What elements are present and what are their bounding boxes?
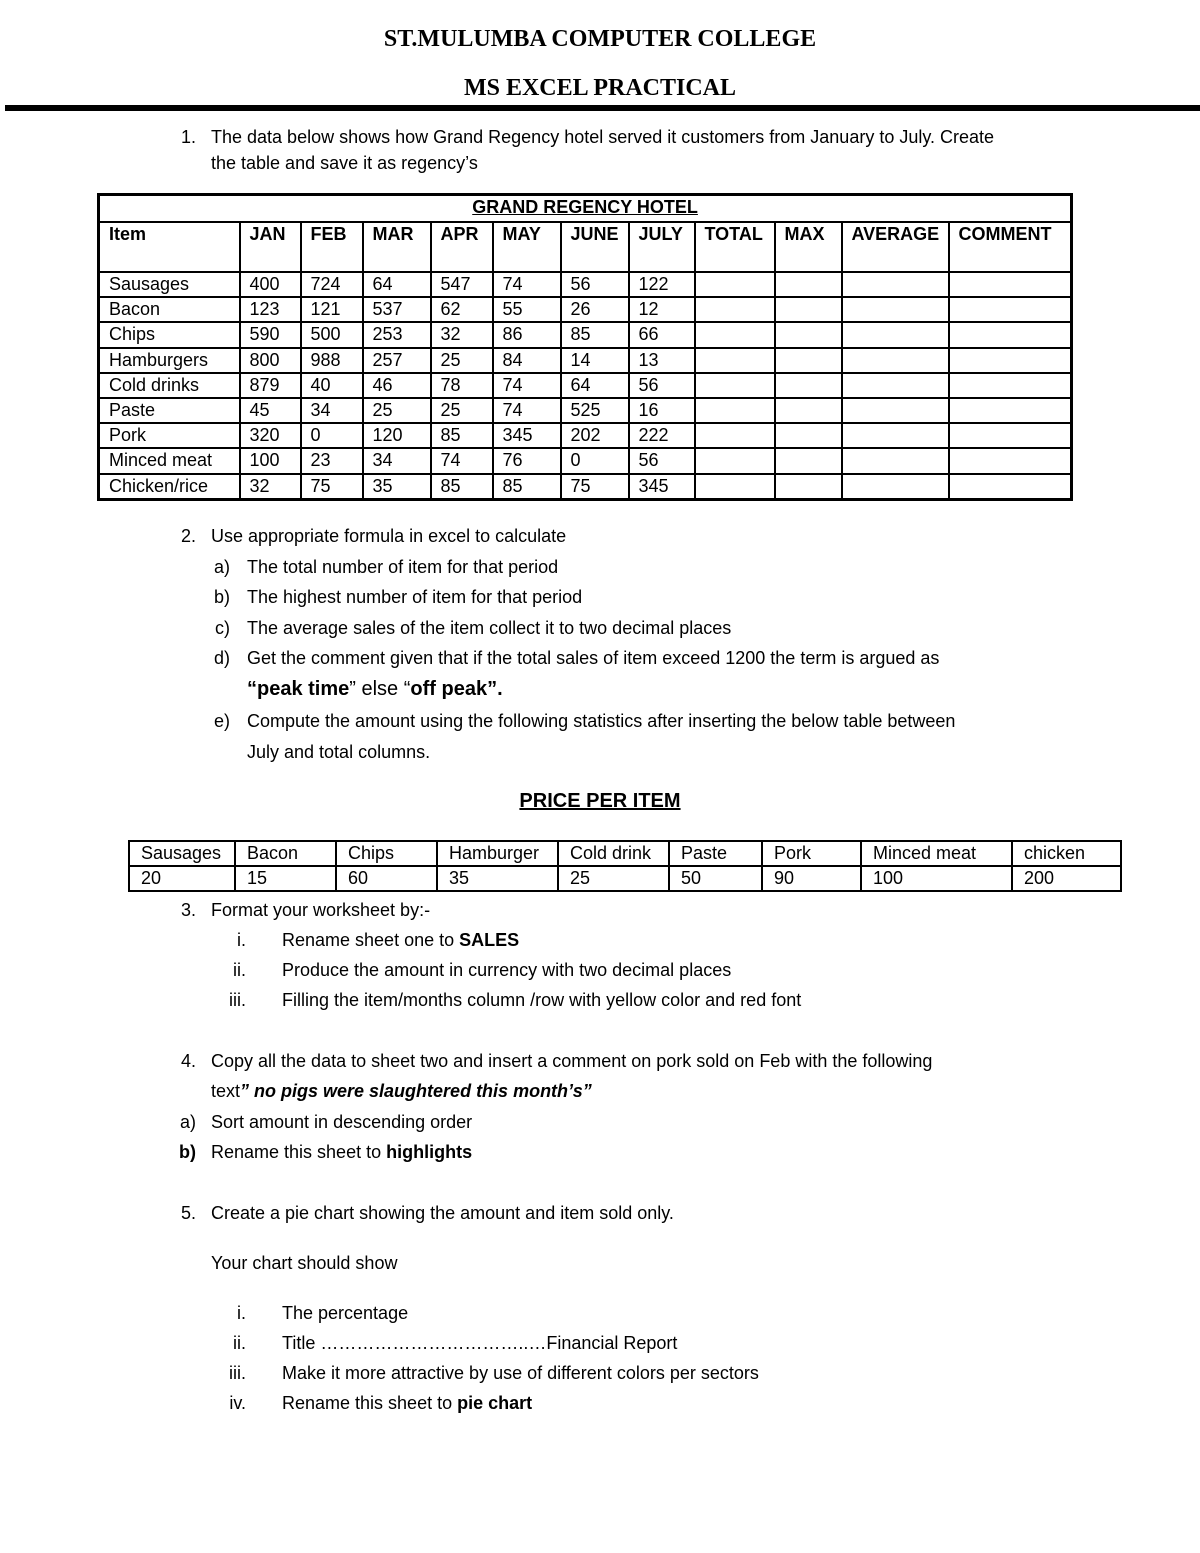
month-value-cell: 12: [629, 297, 695, 322]
q5iv-text: [282, 1390, 532, 1416]
header-apr: APR: [431, 222, 493, 272]
price-item: Bacon: [235, 841, 336, 866]
header-july: JULY: [629, 222, 695, 272]
q2e-label: e): [213, 711, 230, 731]
empty-calc-cell: [842, 322, 949, 347]
item-name-cell: Bacon: [99, 297, 240, 322]
q2c-text: The average sales of the item collect it to two decimal places: [247, 618, 732, 638]
table-row: [99, 348, 1072, 373]
header-comment: COMMENT: [949, 222, 1072, 272]
q2d-off-peak: off peak: [410, 678, 488, 700]
table-row: [99, 297, 1072, 322]
empty-calc-cell: [695, 398, 775, 423]
price-value: 25: [558, 866, 669, 891]
q4-comment-text: ” no pigs were slaughtered this month’s”: [240, 1081, 592, 1101]
month-value-cell: 13: [629, 348, 695, 373]
q5i-text: The percentage: [282, 1303, 409, 1323]
price-table-title: PRICE PER ITEM: [519, 790, 681, 812]
month-value-cell: 525: [561, 398, 629, 423]
month-value-cell: 74: [493, 272, 561, 297]
price-value: 60: [336, 866, 437, 891]
hotel-table-header-row: [99, 222, 1072, 272]
price-value: 200: [1012, 866, 1121, 891]
q2-text: Use appropriate formula in excel to calculate: [211, 526, 567, 546]
table-row: [99, 423, 1072, 448]
header-total: TOTAL: [695, 222, 775, 272]
table-row: [99, 322, 1072, 347]
q2d-label: d): [213, 648, 230, 668]
month-value-cell: 122: [629, 272, 695, 297]
empty-calc-cell: [842, 297, 949, 322]
q4-text-line2: [211, 1078, 592, 1104]
month-value-cell: 74: [493, 398, 561, 423]
price-item: Hamburger: [437, 841, 558, 866]
month-value-cell: 76: [493, 448, 561, 473]
price-values-row: [129, 866, 1121, 891]
q5iv-text-pre: Rename this sheet to: [282, 1393, 458, 1413]
q2e-text: Compute the amount using the following statistics after inserting the below table between: [247, 711, 956, 731]
empty-calc-cell: [695, 297, 775, 322]
empty-calc-cell: [842, 348, 949, 373]
month-value-cell: 78: [431, 373, 493, 398]
q1-text-line1: The data below shows how Grand Regency hotel served it customers from January to July. Create: [211, 127, 995, 147]
price-value: 20: [129, 866, 235, 891]
table-row: [99, 448, 1072, 473]
q3-text: Format your worksheet by:-: [211, 900, 431, 920]
q3i-sheet-name: SALES: [459, 930, 520, 950]
q2-number: 2.: [180, 526, 196, 546]
month-value-cell: 55: [493, 297, 561, 322]
month-value-cell: 62: [431, 297, 493, 322]
item-name-cell: Hamburgers: [99, 348, 240, 373]
q2d-else: ” else “: [349, 678, 411, 700]
item-name-cell: Pork: [99, 423, 240, 448]
q2d-text: Get the comment given that if the total sales of item exceed 1200 the term is argued as: [247, 648, 940, 668]
month-value-cell: 56: [629, 448, 695, 473]
month-value-cell: 85: [493, 474, 561, 500]
price-value: 35: [437, 866, 558, 891]
price-item: Chips: [336, 841, 437, 866]
month-value-cell: 121: [301, 297, 363, 322]
q2a-label: a): [213, 557, 230, 577]
month-value-cell: 75: [561, 474, 629, 500]
empty-calc-cell: [695, 348, 775, 373]
empty-calc-cell: [695, 373, 775, 398]
month-value-cell: 26: [561, 297, 629, 322]
empty-calc-cell: [695, 423, 775, 448]
q3i-label: i.: [237, 930, 246, 950]
month-value-cell: 85: [561, 322, 629, 347]
empty-calc-cell: [949, 322, 1072, 347]
month-value-cell: 100: [240, 448, 301, 473]
month-value-cell: 64: [561, 373, 629, 398]
empty-calc-cell: [842, 272, 949, 297]
q3i-text-pre: Rename sheet one to: [282, 930, 460, 950]
month-value-cell: 345: [493, 423, 561, 448]
month-value-cell: 0: [301, 423, 363, 448]
empty-calc-cell: [775, 348, 842, 373]
month-value-cell: 988: [301, 348, 363, 373]
month-value-cell: 14: [561, 348, 629, 373]
empty-calc-cell: [842, 423, 949, 448]
q5ii-label: ii.: [233, 1333, 246, 1353]
month-value-cell: 56: [561, 272, 629, 297]
q2d-text-line2: [247, 676, 503, 702]
month-value-cell: 34: [301, 398, 363, 423]
price-table: [128, 840, 1122, 892]
empty-calc-cell: [949, 373, 1072, 398]
month-value-cell: 879: [240, 373, 301, 398]
table-row: [99, 272, 1072, 297]
empty-calc-cell: [949, 297, 1072, 322]
table-row: [99, 373, 1072, 398]
q4b-label: b): [179, 1142, 196, 1162]
month-value-cell: 56: [629, 373, 695, 398]
month-value-cell: 537: [363, 297, 431, 322]
q5-number: 5.: [180, 1203, 196, 1223]
empty-calc-cell: [949, 423, 1072, 448]
q2d-open-quote: “: [247, 678, 257, 700]
q2e-text-line2: July and total columns.: [247, 742, 431, 762]
month-value-cell: 32: [240, 474, 301, 500]
empty-calc-cell: [775, 297, 842, 322]
month-value-cell: 25: [363, 398, 431, 423]
header-may: MAY: [493, 222, 561, 272]
month-value-cell: 86: [493, 322, 561, 347]
month-value-cell: 34: [363, 448, 431, 473]
month-value-cell: 400: [240, 272, 301, 297]
q2b-label: b): [213, 587, 230, 607]
empty-calc-cell: [949, 448, 1072, 473]
q4b-text: [211, 1139, 472, 1165]
empty-calc-cell: [949, 348, 1072, 373]
month-value-cell: 74: [431, 448, 493, 473]
month-value-cell: 253: [363, 322, 431, 347]
price-value: 15: [235, 866, 336, 891]
month-value-cell: 724: [301, 272, 363, 297]
month-value-cell: 85: [431, 474, 493, 500]
college-title: ST.MULUMBA COMPUTER COLLEGE: [383, 26, 817, 52]
q2c-label: c): [215, 618, 230, 638]
empty-calc-cell: [775, 398, 842, 423]
month-value-cell: 45: [240, 398, 301, 423]
month-value-cell: 800: [240, 348, 301, 373]
empty-calc-cell: [775, 373, 842, 398]
price-item: Sausages: [129, 841, 235, 866]
empty-calc-cell: [695, 448, 775, 473]
month-value-cell: 16: [629, 398, 695, 423]
month-value-cell: 257: [363, 348, 431, 373]
hotel-table: [97, 193, 1073, 501]
empty-calc-cell: [842, 448, 949, 473]
q2b-text: The highest number of item for that period: [247, 587, 583, 607]
hotel-table-caption: GRAND REGENCY HOTEL: [99, 195, 1072, 223]
month-value-cell: 0: [561, 448, 629, 473]
q3iii-label: iii.: [229, 990, 246, 1010]
price-value: 100: [861, 866, 1012, 891]
month-value-cell: 120: [363, 423, 431, 448]
month-value-cell: 590: [240, 322, 301, 347]
month-value-cell: 23: [301, 448, 363, 473]
month-value-cell: 25: [431, 348, 493, 373]
empty-calc-cell: [842, 474, 949, 500]
q3-number: 3.: [180, 900, 196, 920]
q5i-label: i.: [237, 1303, 246, 1323]
month-value-cell: 500: [301, 322, 363, 347]
header-max: MAX: [775, 222, 842, 272]
month-value-cell: 123: [240, 297, 301, 322]
q5iv-sheet-name: pie chart: [457, 1393, 533, 1413]
practical-title: MS EXCEL PRACTICAL: [463, 75, 737, 101]
empty-calc-cell: [695, 474, 775, 500]
header-june: JUNE: [561, 222, 629, 272]
month-value-cell: 46: [363, 373, 431, 398]
month-value-cell: 85: [431, 423, 493, 448]
price-item: Minced meat: [861, 841, 1012, 866]
q3ii-label: ii.: [233, 960, 246, 980]
q3ii-text: Produce the amount in currency with two decimal places: [282, 960, 732, 980]
item-name-cell: Chicken/rice: [99, 474, 240, 500]
empty-calc-cell: [695, 272, 775, 297]
month-value-cell: 547: [431, 272, 493, 297]
q3iii-text: Filling the item/months column /row with yellow color and red font: [282, 990, 802, 1010]
month-value-cell: 75: [301, 474, 363, 500]
q3i-text: [282, 927, 519, 953]
month-value-cell: 74: [493, 373, 561, 398]
q5iv-label: iv.: [229, 1393, 246, 1413]
price-value: 50: [669, 866, 762, 891]
q4b-text-pre: Rename this sheet to: [211, 1142, 387, 1162]
month-value-cell: 25: [431, 398, 493, 423]
empty-calc-cell: [775, 322, 842, 347]
q5iii-label: iii.: [229, 1363, 246, 1383]
q1-text-line2: the table and save it as regency’s: [211, 153, 478, 173]
item-name-cell: Minced meat: [99, 448, 240, 473]
item-name-cell: Paste: [99, 398, 240, 423]
month-value-cell: 35: [363, 474, 431, 500]
header-item: Item: [99, 222, 240, 272]
month-value-cell: 320: [240, 423, 301, 448]
empty-calc-cell: [842, 373, 949, 398]
price-item: Cold drink: [558, 841, 669, 866]
header-divider: [5, 105, 1200, 111]
empty-calc-cell: [775, 423, 842, 448]
q5-intro: Your chart should show: [211, 1253, 398, 1273]
empty-calc-cell: [695, 322, 775, 347]
q4a-text: Sort amount in descending order: [211, 1112, 473, 1132]
price-value: 90: [762, 866, 861, 891]
q4b-sheet-name: highlights: [386, 1142, 473, 1162]
price-item: chicken: [1012, 841, 1121, 866]
price-item: Paste: [669, 841, 762, 866]
q5-text: Create a pie chart showing the amount and item sold only.: [211, 1203, 674, 1223]
month-value-cell: 64: [363, 272, 431, 297]
month-value-cell: 32: [431, 322, 493, 347]
month-value-cell: 202: [561, 423, 629, 448]
empty-calc-cell: [775, 448, 842, 473]
empty-calc-cell: [842, 398, 949, 423]
q4-number: 4.: [180, 1051, 196, 1071]
empty-calc-cell: [949, 474, 1072, 500]
empty-calc-cell: [775, 474, 842, 500]
header-mar: MAR: [363, 222, 431, 272]
month-value-cell: 66: [629, 322, 695, 347]
month-value-cell: 40: [301, 373, 363, 398]
q1-number: 1.: [180, 127, 196, 147]
price-item: Pork: [762, 841, 861, 866]
header-feb: FEB: [301, 222, 363, 272]
table-row: [99, 398, 1072, 423]
month-value-cell: 84: [493, 348, 561, 373]
q2d-close-quote: ”.: [487, 678, 503, 700]
table-row: [99, 474, 1072, 500]
q5iii-text: Make it more attractive by use of different colors per sectors: [282, 1363, 759, 1383]
header-average: AVERAGE: [842, 222, 949, 272]
header-jan: JAN: [240, 222, 301, 272]
empty-calc-cell: [775, 272, 842, 297]
month-value-cell: 222: [629, 423, 695, 448]
empty-calc-cell: [949, 398, 1072, 423]
q5ii-text: Title ……………………………..…Financial Report: [282, 1333, 678, 1353]
q2a-text: The total number of item for that period: [247, 557, 559, 577]
q2d-peak-time: peak time: [257, 678, 350, 700]
price-items-row: [129, 841, 1121, 866]
item-name-cell: Chips: [99, 322, 240, 347]
item-name-cell: Cold drinks: [99, 373, 240, 398]
item-name-cell: Sausages: [99, 272, 240, 297]
q4-text-pre: text: [211, 1081, 241, 1101]
month-value-cell: 345: [629, 474, 695, 500]
q4a-label: a): [179, 1112, 196, 1132]
q4-text-line1: Copy all the data to sheet two and insert a comment on pork sold on Feb with the following: [211, 1051, 933, 1071]
empty-calc-cell: [949, 272, 1072, 297]
